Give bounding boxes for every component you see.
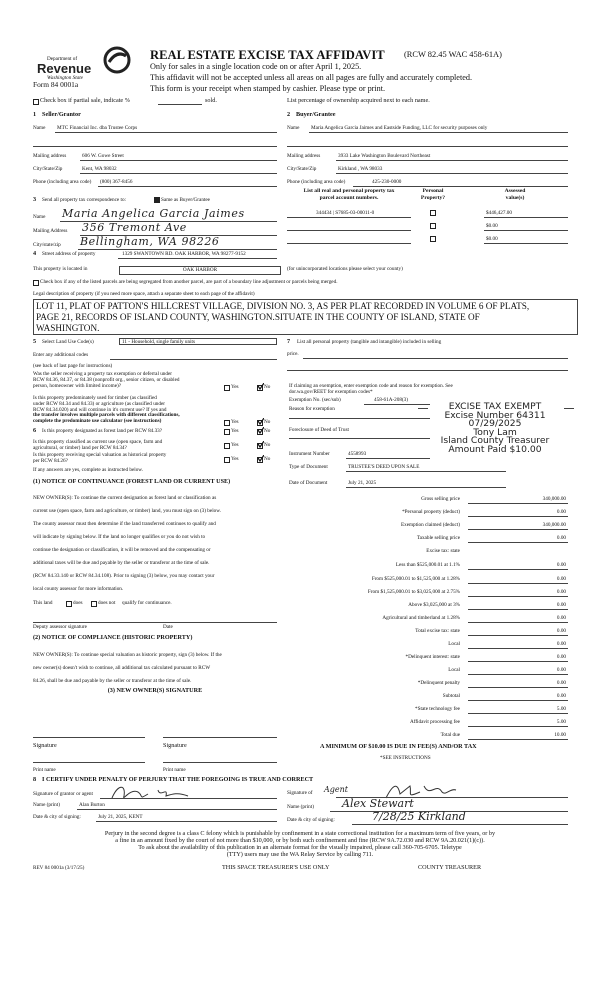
same-as-buyer-label: Same as Buyer/Grantee <box>161 197 210 203</box>
check-icon <box>257 427 264 434</box>
q2-yes-label: Yes <box>231 419 239 425</box>
calc-label: Local <box>448 667 460 673</box>
treasurer-stamp <box>425 403 565 455</box>
seller-num: 1 <box>33 111 37 118</box>
does-not-qualify-checkbox[interactable] <box>91 601 97 607</box>
assessed-value[interactable]: $0.00 <box>486 236 498 242</box>
revenue-swirl-icon <box>103 46 131 74</box>
buyer-num: 2 <box>287 111 291 118</box>
if-any-note: If any answers are yes, complete as instructed below. <box>33 467 144 473</box>
owner-signature-label-1: Signature <box>33 742 57 749</box>
parcel-header-2: parcel account numbers. <box>319 195 379 201</box>
buyer-phone-label: Phone (including area code) <box>287 179 346 185</box>
corr-city[interactable]: Bellingham, WA 98226 <box>80 235 220 248</box>
q5-yes-label: Yes <box>231 456 239 462</box>
grantor-name-label: Name (print) <box>33 802 60 808</box>
calc-label: *Delinquent interest: state <box>405 654 460 660</box>
buyer-address-label: Mailing address <box>287 153 321 159</box>
owner-print-name-label-1: Print name <box>33 767 56 773</box>
calc-value[interactable]: 0.00 <box>556 509 566 515</box>
does-label: does <box>73 600 83 606</box>
grantor-date-city[interactable]: July 21, 2025, KENT <box>98 814 143 820</box>
perjury-notice: Perjury in the second degree is a class C felony which is punishable by confinement in a state correctional institution for a maximum term of five years, or by a fine in an amount fixed by the court of not more than $10,000, or by both such confinement and fine (RCW 9A.72.030 and RCW 9A.20.021(1)(c)). To ask about the availability of this publication in an alternate format for the visually impaired, please call 360-705-6705. Teletype (TTY) users may use the WA Relay Service by calling 711. <box>104 830 496 858</box>
calc-label: Total excise tax: state <box>415 628 460 634</box>
form-title-ref: (RCW 82.45 WAC 458-61A) <box>404 50 502 59</box>
instrument-number[interactable]: 4558993 <box>348 451 367 457</box>
form-number: Form 84 0001a <box>33 80 79 89</box>
q1-yes-checkbox[interactable] <box>224 385 230 391</box>
assessed-value[interactable]: $0.00 <box>486 223 498 229</box>
question-exemption: Was the seller receiving a property tax exemption or deferral under RCW 84.36, 84.37, or 84.38 (nonprofit org., senior citizen, or disabled person, homeowner with limited income)? <box>33 371 180 389</box>
calc-label: Subtotal <box>442 693 460 699</box>
personal-property-checkbox[interactable] <box>430 210 436 216</box>
exemption-code-label: Exemption No. (sec/sub) <box>289 397 341 403</box>
legal-description[interactable] <box>33 299 578 335</box>
street-num: 4 <box>33 250 37 257</box>
calc-value[interactable]: 0.00 <box>556 641 566 647</box>
personal-prop-label: List all personal property (tangible and intangible) included in selling <box>297 339 442 345</box>
ownership-note: List percentage of ownership acquired next to each name. <box>287 97 430 104</box>
q4-yes-label: Yes <box>231 442 239 448</box>
seller-name[interactable]: MTC Financial Inc. dba Trustee Corps <box>57 125 138 131</box>
land-use-num: 5 <box>33 338 37 345</box>
personal-header-1: Personal <box>422 188 444 194</box>
seller-name-label: Name <box>33 125 46 131</box>
q2-yes-checkbox[interactable] <box>224 420 230 426</box>
calc-value[interactable]: 0.00 <box>556 680 566 686</box>
grantee-name-label: Name (print) <box>287 804 314 810</box>
certify-num: 8 <box>33 776 37 783</box>
exemption-code[interactable]: 458-61A-208(3) <box>374 397 408 403</box>
this-land-label: This land <box>33 600 53 606</box>
seller-phone[interactable]: (800) 367-8456 <box>100 179 133 185</box>
form-title: REAL ESTATE EXCISE TAX AFFIDAVIT <box>150 48 385 62</box>
q3-yes-checkbox[interactable] <box>224 429 230 435</box>
buyer-city-label: City/State/Zip <box>287 166 317 172</box>
stamp-date: 07/29/2025 <box>468 418 522 430</box>
calc-label: *Personal property (deduct) <box>402 509 460 515</box>
location-note: (for unincorporated locations please select your county) <box>287 266 403 272</box>
corr-name-label: Name <box>33 214 46 220</box>
calc-label: Excise tax: state <box>426 548 460 554</box>
grantor-date-label: Date & city of signing: <box>33 814 81 820</box>
section-6-num: 6 <box>33 427 37 434</box>
legal-line-3: WASHINGTON. <box>36 323 100 333</box>
q3-yes-label: Yes <box>231 428 239 434</box>
location-label: This property is located in <box>33 266 88 272</box>
stamp-excise-number: Excise Number 64311 <box>444 409 546 421</box>
calc-value[interactable]: 5.00 <box>556 719 566 725</box>
grantor-name[interactable]: Alan Burton <box>79 802 105 808</box>
q1-no-label: No <box>264 384 271 390</box>
revenue-logo <box>33 42 129 81</box>
new-owner-signature-heading: (3) NEW OWNER(S) SIGNATURE <box>107 687 203 694</box>
calc-value[interactable]: 10.00 <box>554 732 566 738</box>
stamp-treasurer-name: Tony Lam <box>473 426 517 438</box>
does-qualify-checkbox[interactable] <box>66 601 72 607</box>
parcel-number[interactable]: 344434 | S7685-03-00011-0 <box>316 210 375 216</box>
corr-city-label: City/state/zip <box>33 242 61 248</box>
intro-line-3: This form is your receipt when stamped by cashier. Please type or print. <box>150 84 386 93</box>
question-historic: Is this property receiving special valuation as historical property per RCW 84.26? <box>33 452 167 464</box>
tax-corr-num: 3 <box>33 196 37 203</box>
calc-value[interactable]: 0.00 <box>556 562 566 568</box>
q2-no-label: No <box>264 419 271 425</box>
seller-heading: Seller/Grantor <box>42 111 81 118</box>
land-use-label: Select Land Use Code(s) <box>42 339 94 345</box>
calc-label: Gross selling price <box>421 496 460 502</box>
exemption-text-1: If claiming an exemption, enter exemption code and reason for exemption. See <box>289 383 453 389</box>
continuance-heading: (1) NOTICE OF CONTINUANCE (FOREST LAND OR CURRENT USE) <box>33 478 231 485</box>
exemption-reason[interactable]: Foreclosure of Deed of Trust <box>289 427 349 433</box>
question-forest: Is this property designated as forest land per RCW 84.33? <box>42 428 163 434</box>
logo-state: Washington State <box>47 75 83 81</box>
see-back-note: (see back of last page for instructions) <box>33 363 113 369</box>
personal-header-2: Property? <box>420 195 446 201</box>
calc-value[interactable]: 0.00 <box>556 693 566 699</box>
segregated-label: Check box if any of the listed parcels are being segregated from another parcel, are part of a boundary line adjustment or parcels being merged. <box>40 279 338 285</box>
grantee-sig-role: Agent <box>324 785 348 794</box>
assessed-header-2: value(s) <box>505 195 525 201</box>
instrument-label: Instrument Number <box>289 451 330 457</box>
calc-label: Above $3,025,000 at 3% <box>408 602 460 608</box>
grantee-date-label: Date & city of signing: <box>287 817 335 823</box>
buyer-name[interactable]: Maria Angelica Garcia Jaimes and Eastside Funding, LLC for security purposes only <box>311 125 488 131</box>
calc-value[interactable]: 0.00 <box>556 602 566 608</box>
q4-yes-checkbox[interactable] <box>224 443 230 449</box>
calc-value[interactable]: 0.00 <box>556 628 566 634</box>
seller-phone-label: Phone (including area code) <box>33 179 92 185</box>
q5-no-label: No <box>264 456 271 462</box>
personal-prop-label-2: price. <box>287 351 299 357</box>
calc-label: Total due <box>440 732 460 738</box>
segregated-checkbox[interactable] <box>33 280 39 286</box>
treasurer-use-only: THIS SPACE TREASURER'S USE ONLY <box>222 864 330 871</box>
corr-name[interactable]: Maria Angelica Garcia Jaimes <box>62 207 245 220</box>
calc-value[interactable]: 340,000.00 <box>542 522 566 528</box>
q3-no-label: No <box>264 428 271 434</box>
continuance-text: NEW OWNER(S): To continue the current designation as forest land or classification as current use (open space, farm and agriculture, or timber) land, you must sign on (3) below. The county assessor must then determine if the land transferred continues to qualify and will indicate by signing below. If the land no longer qualifies or you do not wish to continue the designation or classification, it will be removed and the compensating or additional taxes will be due and payable by the seller or transferor at the time of sale. (RCW 84.33.140 or RCW 84.34.108). Prior to signing (3) below, you may contact your local county assessor for more information. <box>33 495 221 592</box>
q1-yes-label: Yes <box>231 384 239 390</box>
compliance-text: NEW OWNER(S): To continue special valuation as historic property, sign (3) below. If the new owner(s) doesn't wish to continue, all additional tax calculated pursuant to RCW 84.26, shall be due and payable by the seller or transferor at the time of sale. <box>33 652 222 684</box>
calc-label: Affidavit processing fee <box>409 719 460 725</box>
tax-corr-label: Send all property tax correspondence to: <box>42 197 126 203</box>
form-revision: REV 84 0001a (3/17/25) <box>33 865 85 871</box>
partial-sold-label: sold. <box>205 97 217 104</box>
stamp-amount-paid: Amount Paid $10.00 <box>448 443 542 455</box>
doc-type-label: Type of Document <box>289 464 328 470</box>
minimum-due: A MINIMUM OF $10.00 IS DUE IN FEE(S) AND/OR TAX <box>320 743 477 750</box>
same-as-buyer-checkbox[interactable] <box>154 197 160 203</box>
doc-date-label: Date of Document <box>289 480 328 486</box>
qualify-label: qualify for continuance. <box>122 600 172 606</box>
calc-value[interactable]: 0.00 <box>556 667 566 673</box>
land-use-select[interactable]: 11 - Household, single family units <box>119 338 277 345</box>
doc-type[interactable]: TRUSTEE'S DEED UPON SALE <box>348 464 420 470</box>
stamp-county: Island County Treasurer <box>440 435 550 447</box>
additional-codes-label: Enter any additional codes <box>33 352 89 358</box>
county-treasurer: COUNTY TREASURER <box>418 864 482 871</box>
q4-no-label: No <box>264 442 271 448</box>
buyer-address[interactable]: 3933 Lake Washington Boulevard Northeast <box>338 153 431 159</box>
exemption-reason-label: Reason for exemption <box>289 406 335 412</box>
grantee-signature-label: Signature of <box>287 790 313 796</box>
calc-label: From $525,000.01 to $1,525,000 at 1.28% <box>371 576 460 582</box>
grantor-signature[interactable] <box>108 782 198 804</box>
buyer-city[interactable]: Kirkland , WA 98033 <box>338 166 383 172</box>
buyer-name-label: Name <box>287 125 300 131</box>
personal-property-checkbox[interactable] <box>430 223 436 229</box>
seller-city-label: City/State/Zip <box>33 166 63 172</box>
calc-label: *Delinquent penalty <box>417 680 460 686</box>
grantee-name[interactable]: Alex Stewart <box>342 797 414 810</box>
calc-label: Exemption claimed (deduct) <box>400 522 460 528</box>
calc-label: Less than $525,000.01 at 1.1% <box>395 562 460 568</box>
check-icon <box>257 455 264 462</box>
seller-city[interactable]: Kent, WA 98032 <box>82 166 117 172</box>
calc-value[interactable]: 0.00 <box>556 615 566 621</box>
calc-label: From $1,525,000.01 to $3,025,000 at 2.75% <box>367 589 460 595</box>
see-instructions: *SEE INSTRUCTIONS <box>380 755 431 761</box>
intro-line-1: Only for sales in a single location code on or after April 1, 2025. <box>150 62 362 71</box>
question-timber: Is this property predominately used for timber (as classified under RCW 84.34 and 84.33) or agriculture (as classified under RCW 84.34.020) and will continue in it's current use? If yes and the transfer involves multiple parcels with different classifications, complete the predominate use calculator (see instructions) <box>33 395 180 425</box>
legal-line-1: LOT 11, PLAT OF PATTON'S HILLCREST VILLAGE, DIVISION NO. 3, AS PER PLAT RECORDED IN VOLUME 6 OF PLATS, <box>36 301 530 311</box>
corr-address[interactable]: 356 Tremont Ave <box>82 221 187 234</box>
calc-label: Taxable selling price <box>416 535 460 541</box>
calc-value[interactable]: 0.00 <box>556 576 566 582</box>
does-not-label: does not <box>98 600 116 606</box>
check-icon <box>257 383 264 390</box>
logo-brand: Revenue <box>37 61 92 76</box>
compliance-heading: (2) NOTICE OF COMPLIANCE (HISTORIC PROPERTY) <box>33 634 193 641</box>
exemption-text-2: dor.wa.gov/REET for exemption codes* <box>289 389 373 395</box>
calc-label: *State technology fee <box>415 706 460 712</box>
calc-value[interactable]: 0.00 <box>556 589 566 595</box>
grantee-date-city[interactable]: 7/28/25 Kirkland <box>372 810 466 823</box>
parcel-header-1: List all real and personal property tax <box>303 188 395 194</box>
calc-label: Agricultural and timberland at 1.28% <box>382 615 460 621</box>
legal-label: Legal description of property (if you need more space, attach a separate sheet to each page of the affidavit) <box>33 291 255 297</box>
check-icon <box>257 441 264 448</box>
calc-value[interactable]: 340,000.00 <box>542 496 566 502</box>
stamp-exempt: EXCISE TAX EXEMPT <box>448 401 542 412</box>
owner-signature-label-2: Signature <box>163 742 187 749</box>
legal-line-2: PAGE 21, RECORDS OF ISLAND COUNTY, WASHINGTON.SITUATE IN THE COUNTY OF ISLAND, STATE OF <box>36 312 480 322</box>
personal-prop-num: 7 <box>287 338 291 345</box>
street-address[interactable]: 1329 SWANTOWN RD. OAK HARBOR, WA 98277-9152 <box>122 251 246 257</box>
deputy-signature-label: Deputy assessor signature <box>33 624 87 630</box>
buyer-phone[interactable]: 425-230-0000 <box>372 179 402 185</box>
check-icon <box>257 418 264 425</box>
calc-value[interactable]: 0.00 <box>556 654 566 660</box>
doc-date[interactable]: July 21, 2025 <box>348 480 377 486</box>
partial-sale-label: Check box if partial sale, indicate % <box>40 97 130 104</box>
corr-address-label: Mailing Address <box>33 228 68 234</box>
grantor-signature-label: Signature of grantor or agent <box>33 791 93 797</box>
question-current-use: Is this property classified as current use (open space, farm and agricultural, or timber) land per RCW 84.34? <box>33 439 163 451</box>
seller-address-label: Mailing address <box>33 153 67 159</box>
owner-print-name-label-2: Print name <box>163 767 186 773</box>
calc-value[interactable]: 0.00 <box>556 535 566 541</box>
calc-value[interactable]: 5.00 <box>556 706 566 712</box>
intro-line-2: This affidavit will not be accepted unless all areas on all pages are fully and accurately completed. <box>150 73 472 82</box>
seller-address[interactable]: 606 W. Gowe Street <box>82 153 124 159</box>
q5-yes-checkbox[interactable] <box>224 457 230 463</box>
certify-statement: I CERTIFY UNDER PENALTY OF PERJURY THAT THE FOREGOING IS TRUE AND CORRECT <box>42 776 314 783</box>
calc-label: Local <box>448 641 460 647</box>
personal-property-checkbox[interactable] <box>430 236 436 242</box>
assessed-value[interactable]: $446,427.00 <box>486 210 512 216</box>
buyer-heading: Buyer/Grantee <box>296 111 336 118</box>
assessed-header-1: Assessed <box>504 188 526 194</box>
location-select[interactable]: OAK HARBOR <box>119 266 281 275</box>
partial-sale-checkbox[interactable] <box>33 99 39 105</box>
street-label: Street address of property <box>42 251 96 257</box>
logo-dept: Department of <box>47 56 78 62</box>
deputy-date-label: Date <box>163 624 173 630</box>
